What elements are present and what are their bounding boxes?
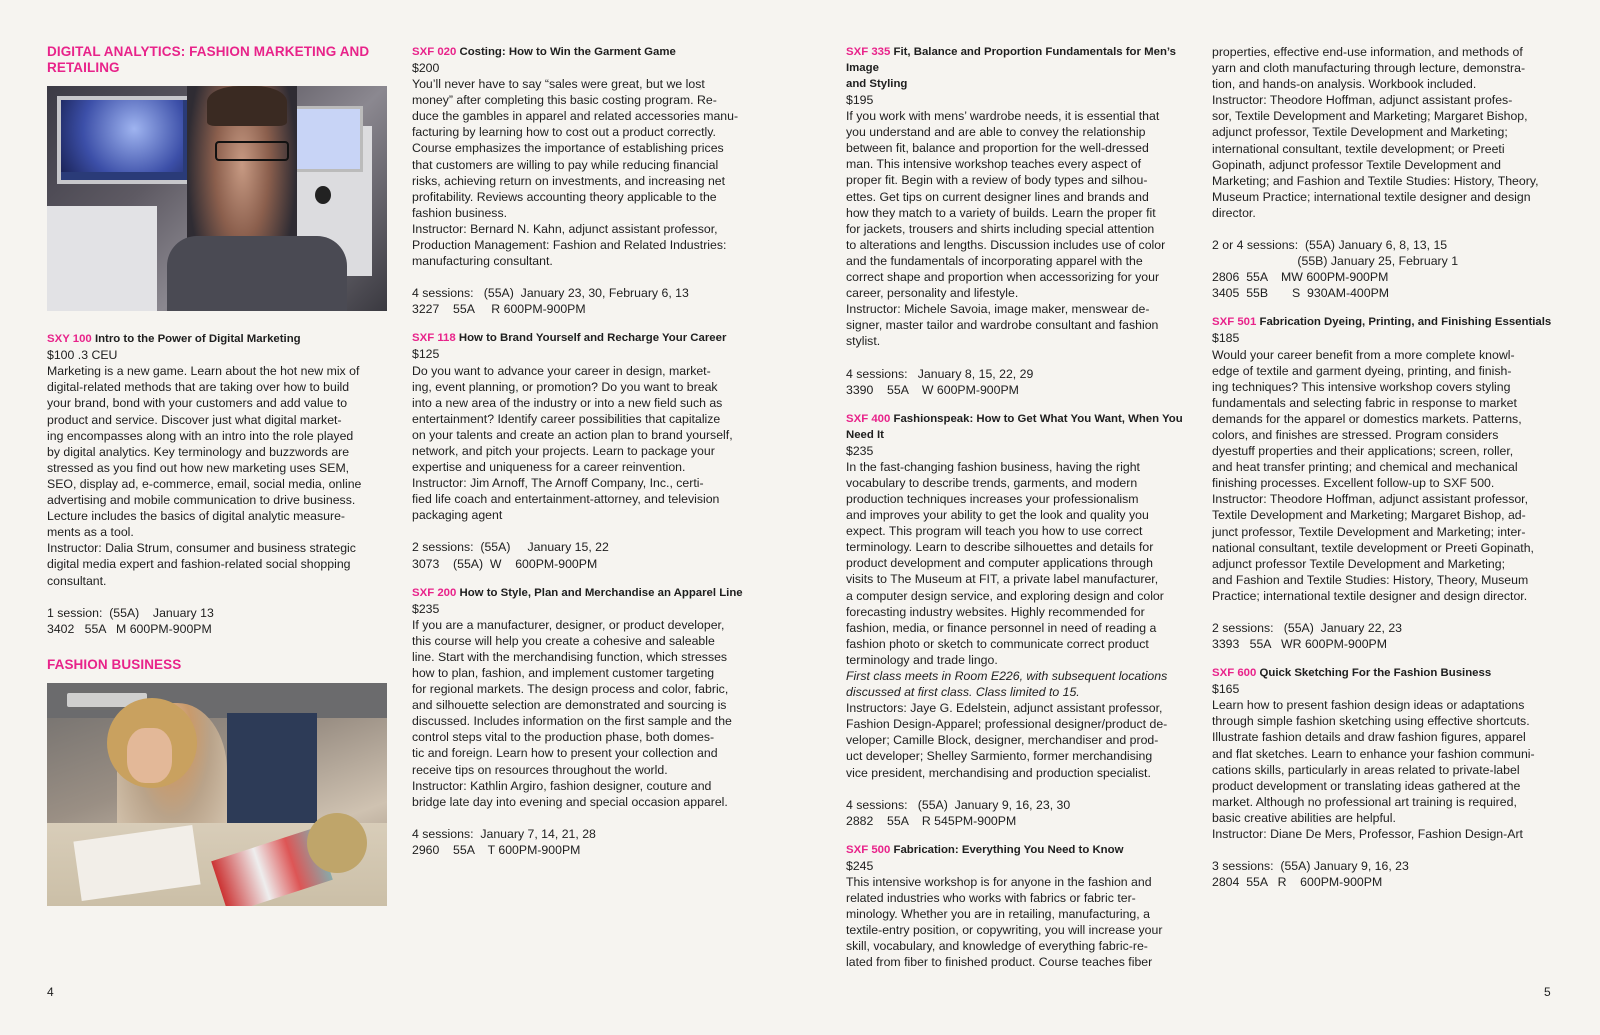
text-line: correct shape and proportion when accessorizing for your <box>846 270 1160 285</box>
column-2 <box>412 44 752 871</box>
course-name: Quick Sketching For the Fashion Business <box>1259 667 1492 680</box>
text-line: adjunct professor, Textile Development and Marketing; <box>1212 125 1508 140</box>
course-description <box>412 76 752 269</box>
text-line: proper fit. Begin with a review of body types and silhou- <box>846 173 1148 188</box>
text-line: Instructor: Michele Savoia, image maker, menswear de- <box>846 302 1150 317</box>
text-line: 3227 55A R 600PM-900PM <box>412 302 586 317</box>
text-line: packaging agent <box>412 508 503 523</box>
course-price: $125 <box>412 347 440 362</box>
text-line: edge of textile and garment dyeing, printing, and finish- <box>1212 363 1512 378</box>
course-sxf200 <box>412 585 752 858</box>
text-line: tic and foreign. Learn how to present your collection and <box>412 746 718 761</box>
course-title <box>47 331 387 347</box>
course-title <box>1212 314 1552 330</box>
course-name: Fabrication: Everything You Need to Know <box>893 843 1124 856</box>
text-line: Production Management: Fashion and Related Industries: <box>412 238 727 253</box>
course-sxy100 <box>47 331 387 637</box>
text-line: Would your career benefit from a more complete knowl- <box>1212 347 1515 362</box>
course-name-cont: Need It <box>846 428 884 441</box>
text-line: visits to The Museum at FIT, a private label manufacturer, <box>846 572 1159 587</box>
text-line: bridge late day into evening and special occasion apparel. <box>412 794 728 809</box>
course-description <box>412 363 752 524</box>
course-schedule <box>846 366 1186 398</box>
photo-student-sketching <box>47 683 387 906</box>
course-title <box>846 44 1186 92</box>
course-price: $235 <box>846 443 874 458</box>
text-line: First class meets in Room E226, with subsequent locations <box>846 669 1168 683</box>
course-title <box>412 44 752 60</box>
text-line: fashion, media, or finance personnel in need of reading a <box>846 620 1157 635</box>
course-price: $100 .3 CEU <box>47 348 118 363</box>
text-line: If you work with mens’ wardrobe needs, it is essential that <box>846 109 1160 124</box>
text-line: Practice; international textile designer and design director. <box>1212 588 1528 603</box>
text-line: on your talents and create an action plan to brand yourself, <box>412 427 733 442</box>
text-line: lated from fiber to finished product. Course teaches fiber <box>846 955 1153 970</box>
course-code: SXF 200 <box>412 586 457 599</box>
text-line: product and service. Discover just what digital market- <box>47 412 342 427</box>
text-line: and silhouette selection are demonstrated and sourcing is <box>412 698 727 713</box>
text-line: skill, vocabulary, and knowledge of everything fabric-re- <box>846 939 1148 954</box>
text-line: Fashion Design-Apparel; professional designer/product de- <box>846 717 1168 732</box>
text-line: Instructor: Diane De Mers, Professor, Fashion Design-Art <box>1212 827 1523 842</box>
text-line: Marketing; and Fashion and Textile Studies: History, Theory, <box>1212 173 1539 188</box>
text-line: Marketing is a new game. Learn about the hot new mix of <box>47 364 360 379</box>
course-price: $235 <box>412 601 440 616</box>
course-schedule <box>412 285 752 317</box>
text-line: to alterations and lengths. Discussion includes use of color <box>846 237 1166 252</box>
text-line: vice president, merchandising and production specialist. <box>846 765 1151 780</box>
text-line: and improves your ability to get the look and quality you <box>846 508 1149 523</box>
course-name: How to Style, Plan and Merchandise an Apparel Line <box>459 586 743 599</box>
text-line: 3393 55A WR 600PM-900PM <box>1212 637 1387 652</box>
course-schedule <box>412 826 752 858</box>
text-line: Instructor: Dalia Strum, consumer and business strategic <box>47 541 356 556</box>
course-code: SXF 118 <box>412 332 456 345</box>
course-code: SXF 600 <box>1212 667 1257 680</box>
course-description-cont <box>1212 44 1552 221</box>
course-schedule <box>412 539 752 571</box>
course-description <box>412 617 752 810</box>
text-line: forecasting industry websites. Highly recommended for <box>846 604 1145 619</box>
text-line: market. Although no professional art training is required, <box>1212 794 1517 809</box>
text-line: 4 sessions: (55A) January 9, 16, 23, 30 <box>846 797 1071 812</box>
text-line: cations skills, particularly in areas related to private-label <box>1212 762 1520 777</box>
course-price: $195 <box>846 93 874 107</box>
course-description <box>846 108 1186 349</box>
course-price: $200 <box>412 61 440 75</box>
text-line: stylist. <box>846 334 881 349</box>
text-line: (55B) January 25, February 1 <box>1212 254 1459 269</box>
text-line: minology. Whether you are in retailing, manufacturing, a <box>846 907 1150 922</box>
text-line: for regional markets. The design process and color, fabric, <box>412 682 729 697</box>
course-schedule <box>1212 858 1552 890</box>
text-line: duce the gambles in apparel and related accessories manu- <box>412 109 739 124</box>
section-heading-fashion-business: FASHION BUSINESS <box>47 656 182 672</box>
text-line: and heat transfer printing; and chemical and mechanical <box>1212 460 1518 475</box>
course-description <box>846 874 1186 971</box>
text-line: SEO, display ad, e-commerce, email, social media, online <box>47 476 362 491</box>
column-4 <box>1212 44 1552 903</box>
text-line: terminology and trade lingo. <box>846 652 998 667</box>
course-code: SXF 500 <box>846 843 891 856</box>
text-line: and Fashion and Textile Studies: History, Theory, Museum <box>1212 572 1529 587</box>
course-price: $165 <box>1212 682 1240 697</box>
course-description <box>47 363 387 588</box>
text-line: ettes. Get tips on current designer lines and brands and <box>846 189 1149 204</box>
section-heading-digital-analytics: DIGITAL ANALYTICS: FASHION MARKETING AND RETAILING <box>47 44 370 76</box>
text-line: related industries who works with fabrics or fabric ter- <box>846 891 1136 906</box>
text-line: 4 sessions: January 8, 15, 22, 29 <box>846 366 1034 381</box>
text-line: 3390 55A W 600PM-900PM <box>846 382 1019 397</box>
text-line: 2 sessions: (55A) January 15, 22 <box>412 540 609 555</box>
text-line: In the fast-changing fashion business, having the right <box>846 459 1140 474</box>
page-number-left: 4 <box>47 985 54 999</box>
text-line: Illustrate fashion details and draw fashion figures, apparel <box>1212 730 1526 745</box>
course-sxf335 <box>846 44 1186 398</box>
course-sxf500 <box>846 842 1186 971</box>
course-name: Fashionspeak: How to Get What You Want, When You <box>893 412 1183 425</box>
text-line: Instructor: Theodore Hoffman, adjunct assistant professor, <box>1212 492 1529 507</box>
text-line: finishing processes. Excellent follow-up to SXF 500. <box>1212 476 1495 491</box>
course-title <box>1212 665 1552 681</box>
text-line: demands for the apparel or domestics markets. Patterns, <box>1212 411 1522 426</box>
text-line: international consultant, textile development; or Preeti <box>1212 141 1505 156</box>
course-schedule <box>1212 620 1552 652</box>
text-line: junct professor, Textile Development and Marketing; inter- <box>1212 524 1526 539</box>
text-line: stressed as you find out how new marketing uses SEM, <box>47 460 350 475</box>
text-line: tion, and hands-on analysis. Workbook included. <box>1212 77 1477 92</box>
course-name: Fabrication Dyeing, Printing, and Finishing Essentials <box>1259 316 1552 329</box>
course-code: SXY 100 <box>47 333 92 346</box>
text-line: basic creative abilities are helpful. <box>1212 810 1396 825</box>
text-line: for jackets, trousers and shirts including special attention <box>846 221 1155 236</box>
course-sxf118 <box>412 330 752 571</box>
text-line: money” after completing this basic costing program. Re- <box>412 93 717 108</box>
text-line: fashion business. <box>412 205 508 220</box>
course-price: $185 <box>1212 331 1240 346</box>
text-line: director. <box>1212 205 1256 220</box>
text-line: 3073 (55A) W 600PM-900PM <box>412 556 598 571</box>
course-schedule <box>1212 237 1552 301</box>
course-schedule <box>846 797 1186 829</box>
text-line: and the fundamentals of incorporating apparel with the <box>846 253 1143 268</box>
text-line: properties, effective end-use information, and methods of <box>1212 45 1523 59</box>
course-sxf501 <box>1212 314 1552 652</box>
course-description <box>846 459 1186 668</box>
photo-student-at-computer <box>47 86 387 311</box>
text-line: adjunct professor Textile Development and Marketing; <box>1212 556 1506 571</box>
text-line: digital media expert and fashion-related social shopping <box>47 557 351 572</box>
text-line: risks, achieving return on investments, and increasing net <box>412 173 726 188</box>
text-line: 1 session: (55A) January 13 <box>47 605 214 620</box>
text-line: 2804 55A R 600PM-900PM <box>1212 875 1383 890</box>
text-line: network, and pitch your projects. Learn to package your <box>412 443 715 458</box>
text-line: your brand, bond with your customers and add value to <box>47 396 348 411</box>
text-line: Do you want to advance your career in design, market- <box>412 363 711 378</box>
text-line: expertise and uniqueness for a career reinvention. <box>412 460 686 475</box>
course-title <box>846 842 1186 858</box>
text-line: uct developer; Shelley Sarmiento, former merchandising <box>846 749 1153 764</box>
text-line: textile-entry position, or copywriting, you will increase your <box>846 923 1163 938</box>
text-line: Gopinath, adjunct professor Textile Development and <box>1212 157 1501 172</box>
text-line: how they match to a variety of builds. Learn the proper fit <box>846 205 1156 220</box>
course-name: How to Brand Yourself and Recharge Your Career <box>458 332 727 345</box>
course-code: SXF 400 <box>846 412 891 425</box>
text-line: discussed. Includes information on the first sample and the <box>412 714 732 729</box>
text-line: consultant. <box>47 573 107 588</box>
text-line: discussed at first class. Class limited to 15. <box>846 685 1080 700</box>
column-1 <box>47 44 387 926</box>
text-line: Instructors: Jaye G. Edelstein, adjunct assistant professor, <box>846 701 1163 716</box>
course-code: SXF 335 <box>846 46 891 58</box>
course-title <box>412 330 752 346</box>
course-sxf020 <box>412 44 752 317</box>
course-sxf600 <box>1212 665 1552 890</box>
text-line: dyestuff properties and their applications; screen, roller, <box>1212 444 1514 459</box>
text-line: between fit, balance and proportion for the well-dressed <box>846 141 1149 156</box>
text-line: terminology. Learn to describe silhouettes and details for <box>846 540 1154 555</box>
text-line: ing, event planning, or promotion? Do you want to break <box>412 379 718 394</box>
text-line: 4 sessions: (55A) January 23, 30, February 6, 13 <box>412 286 689 301</box>
course-description <box>1212 347 1552 605</box>
text-line: 3 sessions: (55A) January 9, 16, 23 <box>1212 859 1409 874</box>
text-line: fundamentals and selecting fabric in response to market <box>1212 395 1517 410</box>
text-line: fied life coach and entertainment-attorney, and television <box>412 492 720 507</box>
text-line: yarn and cloth manufacturing through lecture, demonstra- <box>1212 61 1526 76</box>
course-description <box>1212 697 1552 842</box>
text-line: You’ll never have to say “sales were great, but we lost <box>412 77 705 92</box>
text-line: how to plan, fashion, and implement customer targeting <box>412 666 715 680</box>
text-line: career, personality and lifestyle. <box>846 286 1019 301</box>
text-line: entertainment? Identify career possibilities that capitalize <box>412 411 721 426</box>
course-name-cont: and Styling <box>846 78 908 90</box>
text-line: through simple fashion sketching using effective shortcuts. <box>1212 714 1530 729</box>
course-price: $245 <box>846 858 874 873</box>
course-name: Costing: How to Win the Garment Game <box>459 46 676 58</box>
text-line: 2 sessions: (55A) January 22, 23 <box>1212 621 1403 635</box>
text-line: 3405 55B S 930AM-400PM <box>1212 286 1390 301</box>
text-line: Learn how to present fashion design ideas or adaptations <box>1212 698 1525 713</box>
text-line: 2882 55A R 545PM-900PM <box>846 813 1017 828</box>
text-line: fashion photo or sketch to communicate correct product <box>846 636 1149 651</box>
text-line: into a new area of the industry or into a new field such as <box>412 395 723 410</box>
course-schedule <box>47 605 387 637</box>
page-number-right: 5 <box>1544 985 1551 999</box>
text-line: colors, and finishes are stressed. Program considers <box>1212 427 1499 442</box>
text-line: 2806 55A MW 600PM-900PM <box>1212 270 1389 285</box>
text-line: control steps vital to the production phase, both domes- <box>412 730 715 745</box>
text-line: product development or translating ideas gathered at the <box>1212 778 1521 793</box>
text-line: 4 sessions: January 7, 14, 21, 28 <box>412 826 596 841</box>
course-note <box>846 668 1186 700</box>
text-line: Textile Development and Marketing; Margaret Bishop, ad- <box>1212 508 1526 523</box>
text-line: receive tips on resources throughout the world. <box>412 762 668 777</box>
text-line: manufacturing consultant. <box>412 254 553 269</box>
text-line: product development and computer applications through <box>846 556 1153 571</box>
text-line: ments as a tool. <box>47 525 134 540</box>
text-line: that customers are willing to pay while reducing financial <box>412 157 719 172</box>
text-line: Lecture includes the basics of digital analytic measure- <box>47 509 346 524</box>
course-sxf400 <box>846 411 1186 829</box>
text-line: Museum Practice; international textile designer and design <box>1212 189 1531 204</box>
text-line: signer, master tailor and wardrobe consultant and fashion <box>846 318 1159 333</box>
text-line: digital-related methods that are taking over how to build <box>47 380 350 395</box>
text-line: 3402 55A M 600PM-900PM <box>47 621 212 636</box>
text-line: Instructor: Bernard N. Kahn, adjunct assistant professor, <box>412 221 718 236</box>
text-line: ing techniques? This intensive workshop covers styling <box>1212 379 1511 394</box>
text-line: man. This intensive workshop teaches every aspect of <box>846 157 1142 172</box>
text-line: Instructor: Kathlin Argiro, fashion designer, couture and <box>412 778 712 793</box>
text-line: facturing by learning how to cost out a product correctly. <box>412 125 716 140</box>
course-title <box>846 411 1186 443</box>
course-instructors <box>846 700 1186 780</box>
text-line: Instructor: Theodore Hoffman, adjunct assistant profes- <box>1212 93 1513 108</box>
text-line: profitability. Reviews accounting theory applicable to the <box>412 189 717 204</box>
text-line: a computer design service, and exploring design and color <box>846 588 1164 603</box>
column-3 <box>846 44 1186 984</box>
text-line: veloper; Camille Block, designer, merchandiser and prod- <box>846 733 1159 748</box>
course-name: Fit, Balance and Proportion Fundamentals for Men’s Image <box>846 46 1176 74</box>
text-line: 2 or 4 sessions: (55A) January 6, 8, 13, 15 <box>1212 238 1448 253</box>
text-line: ing encompasses along with an intro into the role played <box>47 428 354 443</box>
text-line: and flat sketches. Learn to enhance your fashion communi- <box>1212 746 1535 761</box>
text-line: production techniques increases your professionalism <box>846 491 1139 506</box>
text-line: If you are a manufacturer, designer, or product developer, <box>412 617 725 632</box>
text-line: advertising and mobile communication to drive business. <box>47 493 356 508</box>
text-line: 2960 55A T 600PM-900PM <box>412 842 581 857</box>
text-line: national consultant, textile development or Preeti Gopinath, <box>1212 540 1534 555</box>
text-line: you understand and are able to convey the relationship <box>846 125 1146 140</box>
course-code: SXF 020 <box>412 46 457 58</box>
text-line: vocabulary to describe trends, garments, and modern <box>846 475 1138 490</box>
text-line: Course emphasizes the importance of establishing prices <box>412 141 724 156</box>
text-line: This intensive workshop is for anyone in the fashion and <box>846 874 1152 889</box>
text-line: line. Start with the merchandising function, which stresses <box>412 649 728 664</box>
text-line: expect. This program will teach you how to use correct <box>846 524 1143 539</box>
text-line: sor, Textile Development and Marketing; Margaret Bishop, <box>1212 109 1528 124</box>
course-sxf500-continued <box>1212 44 1552 301</box>
course-name: Intro to the Power of Digital Marketing <box>94 333 301 346</box>
course-title <box>412 585 752 601</box>
text-line: by digital analytics. Key terminology and buzzwords are <box>47 444 350 459</box>
text-line: Instructor: Jim Arnoff, The Arnoff Company, Inc., certi- <box>412 476 704 491</box>
text-line: this course will help you create a cohesive and saleable <box>412 633 715 648</box>
course-code: SXF 501 <box>1212 316 1257 329</box>
